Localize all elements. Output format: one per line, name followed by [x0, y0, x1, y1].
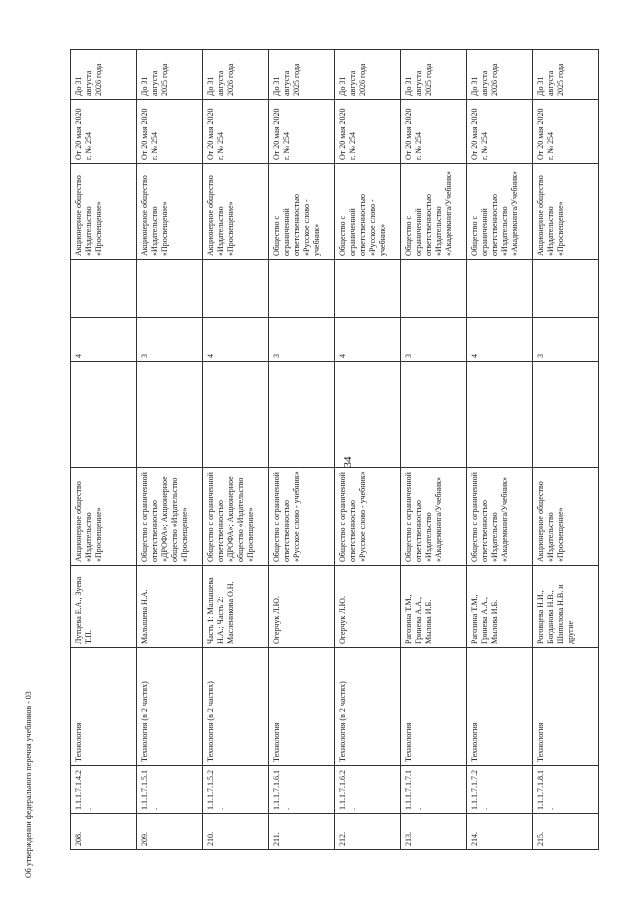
- cell-code: 1.1.1.7.1.6.1.: [269, 766, 335, 814]
- cell-subject: Технология: [401, 648, 467, 766]
- cell-grade: 4: [335, 318, 401, 362]
- cell-code: 1.1.1.7.1.4.2.: [71, 766, 137, 814]
- cell-blank2: [467, 260, 533, 318]
- cell-order: От 20 мая 2020 г. № 254: [401, 100, 467, 164]
- cell-order: От 20 мая 2020 г. № 254: [71, 100, 137, 164]
- cell-n: 215.: [533, 814, 599, 850]
- cell-subject: Технология: [533, 648, 599, 766]
- cell-blank2: [269, 260, 335, 318]
- cell-authors: Огерчук Л.Ю.: [269, 566, 335, 648]
- cell-publisher: Общество с ограниченной ответственностью «Русское слово - учебник»: [269, 164, 335, 260]
- cell-publisher: Общество с ограниченной ответственностью «Издательство «Академкнига/Учебник»: [401, 164, 467, 260]
- cell-deadline: До 31 августа 2026 года: [335, 50, 401, 100]
- cell-publisher-orig: Акционерное общество «Издательство «Просвещение»: [71, 468, 137, 566]
- cell-subject: Технология: [269, 648, 335, 766]
- cell-subject: Технология (в 2 частях): [335, 648, 401, 766]
- cell-publisher-orig: Общество с ограниченной ответственностью «Издательство «Академкнига/Учебник»: [401, 468, 467, 566]
- cell-order: От 20 мая 2020 г. № 254: [137, 100, 203, 164]
- cell-blank1: [269, 362, 335, 468]
- cell-deadline: До 31 августа 2026 года: [467, 50, 533, 100]
- cell-n: 214.: [467, 814, 533, 850]
- cell-grade: 3: [401, 318, 467, 362]
- cell-publisher-orig: Общество с ограниченной ответственностью «ДРОФА»; Акционерное общество «Издательство «Просвещение»: [137, 468, 203, 566]
- table-row: [533, 50, 599, 850]
- cell-order: От 20 мая 2020 г. № 254: [203, 100, 269, 164]
- footer-note: Об утверждении федерального перечня учебников - 03: [24, 691, 33, 878]
- cell-deadline: До 31 августа 2025 года: [533, 50, 599, 100]
- cell-n: 209.: [137, 814, 203, 850]
- cell-authors: Рагозина Т.М., Гринева А.А., Мылова И.Б.: [401, 566, 467, 648]
- cell-publisher: Акционерное общество «Издательство «Просвещение»: [533, 164, 599, 260]
- cell-blank1: [533, 362, 599, 468]
- cell-deadline: До 31 августа 2026 года: [203, 50, 269, 100]
- cell-order: От 20 мая 2020 г. № 254: [467, 100, 533, 164]
- cell-blank2: [335, 260, 401, 318]
- cell-authors: Рагозина Т.М., Гринева А.А., Мылова И.Б.: [467, 566, 533, 648]
- cell-n: 211.: [269, 814, 335, 850]
- table-row: [269, 50, 335, 850]
- cell-blank1: [203, 362, 269, 468]
- cell-order: От 20 мая 2020 г. № 254: [269, 100, 335, 164]
- cell-n: 212.: [335, 814, 401, 850]
- cell-code: 1.1.1.7.1.7.2.: [467, 766, 533, 814]
- cell-deadline: До 31 августа 2025 года: [137, 50, 203, 100]
- cell-grade: 4: [71, 318, 137, 362]
- table-row: [203, 50, 269, 850]
- cell-blank2: [533, 260, 599, 318]
- cell-order: От 20 мая 2020 г. № 254: [335, 100, 401, 164]
- cell-blank1: [71, 362, 137, 468]
- cell-code: 1.1.1.7.1.6.2.: [335, 766, 401, 814]
- cell-n: 208.: [71, 814, 137, 850]
- textbook-table: [70, 49, 599, 850]
- cell-blank2: [71, 260, 137, 318]
- cell-grade: 3: [533, 318, 599, 362]
- cell-publisher-orig: Акционерное общество «Издательство «Просвещение»: [533, 468, 599, 566]
- cell-blank2: [137, 260, 203, 318]
- cell-subject: Технология: [71, 648, 137, 766]
- cell-subject: Технология (в 2 частях): [137, 648, 203, 766]
- cell-n: 213.: [401, 814, 467, 850]
- cell-code: 1.1.1.7.1.7.1.: [401, 766, 467, 814]
- cell-grade: 4: [203, 318, 269, 362]
- cell-order: От 20 мая 2020 г. № 254: [533, 100, 599, 164]
- cell-grade: 3: [137, 318, 203, 362]
- page-number: 34: [342, 456, 354, 468]
- cell-authors: Малышева Н.А.: [137, 566, 203, 648]
- cell-publisher-orig: Общество с ограниченной ответственностью «Издательство «Академкнига/Учебник»: [467, 468, 533, 566]
- cell-authors: Роговцева Н.И., Богданова Н.В., Шипилова Н.В. и другие: [533, 566, 599, 648]
- cell-publisher-orig: Общество с ограниченной ответственностью «ДРОФА»; Акционерное общество «Издательство «Просвещение»: [203, 468, 269, 566]
- cell-blank1: [137, 362, 203, 468]
- cell-publisher: Общество с ограниченной ответственностью «Русское слово - учебник»: [335, 164, 401, 260]
- cell-code: 1.1.1.7.1.5.2.: [203, 766, 269, 814]
- cell-publisher: Акционерное общество «Издательство «Просвещение»: [137, 164, 203, 260]
- cell-n: 210.: [203, 814, 269, 850]
- cell-code: 1.1.1.7.1.5.1.: [137, 766, 203, 814]
- cell-authors: Огерчук Л.Ю.: [335, 566, 401, 648]
- table-row: [401, 50, 467, 850]
- cell-publisher: Акционерное общество «Издательство «Просвещение»: [71, 164, 137, 260]
- cell-subject: Технология (в 2 частях): [203, 648, 269, 766]
- cell-grade: 3: [269, 318, 335, 362]
- cell-blank2: [203, 260, 269, 318]
- cell-blank1: [401, 362, 467, 468]
- cell-deadline: До 31 августа 2026 года: [71, 50, 137, 100]
- cell-grade: 4: [467, 318, 533, 362]
- table-row: [467, 50, 533, 850]
- rotated-table-area: [70, 50, 600, 850]
- cell-code: 1.1.1.7.1.8.1.: [533, 766, 599, 814]
- cell-blank1: [467, 362, 533, 468]
- cell-blank2: [401, 260, 467, 318]
- cell-deadline: До 31 августа 2025 года: [401, 50, 467, 100]
- table-row: [71, 50, 137, 850]
- cell-authors: Лутцева Е.А., Зуева Т.П.: [71, 566, 137, 648]
- cell-publisher-orig: Общество с ограниченной ответственностью «Русское слово - учебник»: [269, 468, 335, 566]
- cell-publisher-orig: Общество с ограниченной ответственностью «Русское слово - учебник»: [335, 468, 401, 566]
- cell-deadline: До 31 августа 2025 года: [269, 50, 335, 100]
- cell-publisher: Общество с ограниченной ответственностью «Издательство «Академкнига/Учебник»: [467, 164, 533, 260]
- cell-authors: Часть 1: Малышева Н.А.; Часть 2: Масленикова О.Н.: [203, 566, 269, 648]
- cell-subject: Технология: [467, 648, 533, 766]
- table-row: [137, 50, 203, 850]
- cell-publisher: Акционерное общество «Издательство «Просвещение»: [203, 164, 269, 260]
